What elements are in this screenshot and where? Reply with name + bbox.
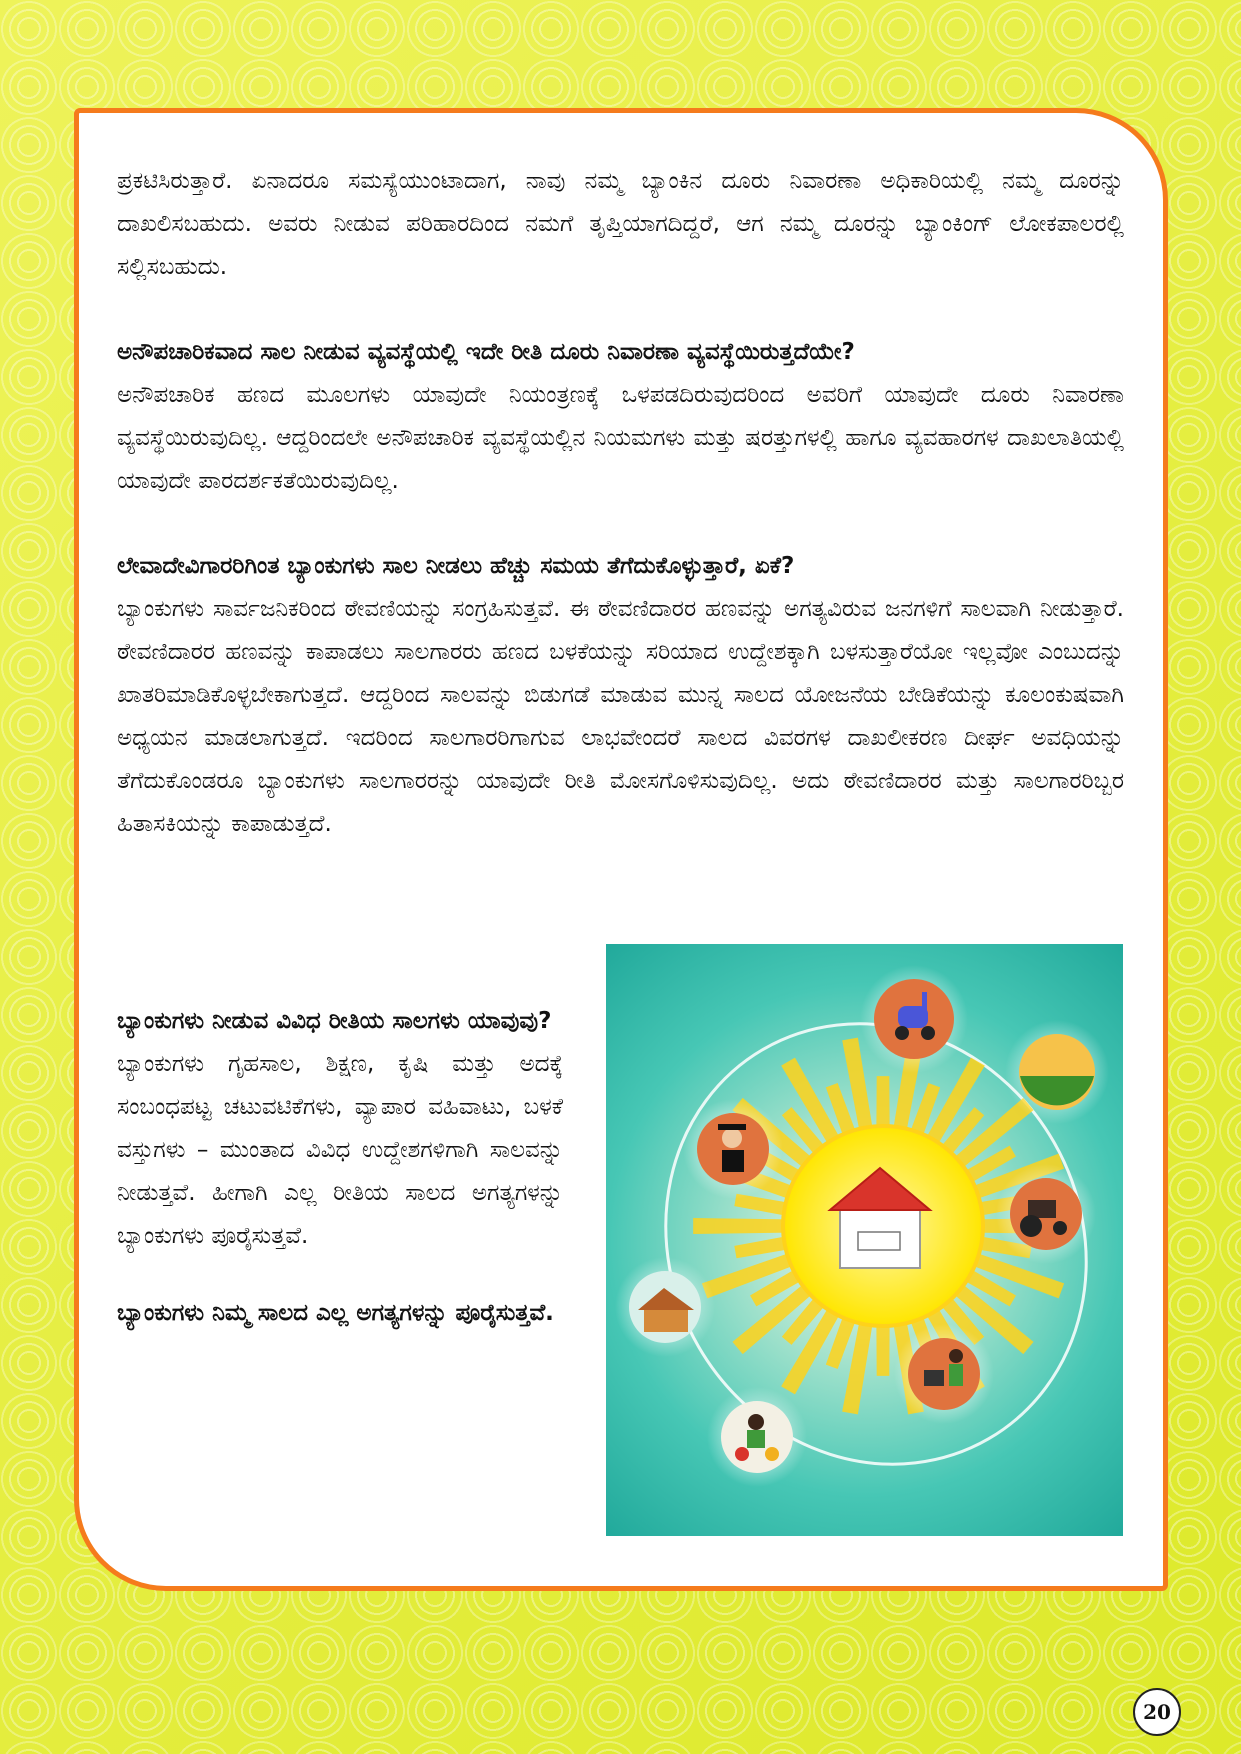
sun-ray <box>876 1076 889 1131</box>
small-business-item <box>707 1387 807 1487</box>
loan-types-illustration <box>606 944 1123 1536</box>
illustration-svg <box>606 944 1123 1536</box>
paragraph-informal: ಅನೌಪಚಾರಿಕ ಹಣದ ಮೂಲಗಳು ಯಾವುದೇ ನಿಯಂತ್ರಣಕ್ಕೆ ಒಳಪಡದಿರುವುದರಿಂದ ಅವರಿಗೆ ಯಾವುದೇ ದೂರು ನಿವಾರಣಾ ವ್ಯವಸ್ಥೆಯಿರುವುದಿಲ್ಲ. ಆದ್ದರಿಂದಲೇ ಅನೌಪಚಾರಿಕ ವ್ಯವಸ್ಥೆಯಲ್ಲಿನ ನಿಯಮಗಳು ಮತ್ತು ಷರತ್ತುಗಳಲ್ಲಿ ಹಾಗೂ ವ್ಯವಹಾರಗಳ ದಾಖಲಾತಿಯಲ್ಲಿ ಯಾವುದೇ ಪಾರದರ್ಶಕತೆಯಿರುವುದಿಲ್ಲ. <box>117 382 1124 494</box>
crop-item <box>1005 1020 1109 1124</box>
sun-ray <box>693 1218 788 1234</box>
heading-informal-grievance: ಅನೌಪಚಾರಿಕವಾದ ಸಾಲ ನೀಡುವ ವ್ಯವಸ್ಥೆಯಲ್ಲಿ ಇದೇ ರೀತಿ ದೂರು ನಿವಾರಣಾ ವ್ಯವಸ್ಥೆಯಿರುತ್ತದೆಯೇ? <box>117 339 855 365</box>
scooter-item <box>860 965 968 1073</box>
heading-bank-time: ಲೇವಾದೇವಿಗಾರರಿಗಿಂತ ಬ್ಯಾಂಕುಗಳು ಸಾಲ ನೀಡಲು ಹೆಚ್ಚು ಸಮಯ ತೆಗೆದುಕೊಳ್ಳುತ್ತಾರೆ, ಏಕೆ? <box>117 553 795 579</box>
paragraph-bank-time: ಬ್ಯಾಂಕುಗಳು ಸಾರ್ವಜನಿಕರಿಂದ ಠೇವಣಿಯನ್ನು ಸಂಗ್ರಹಿಸುತ್ತವೆ. ಈ ಠೇವಣಿದಾರರ ಹಣವನ್ನು ಅಗತ್ಯವಿರುವ ಜನಗಳಿಗೆ ಸಾಲವಾಗಿ ನೀಡುತ್ತಾರೆ. ಠೇವಣಿದಾರರ ಹಣವನ್ನು ಕಾಪಾಡಲು ಸಾಲಗಾರರು ಹಣದ ಬಳಕೆಯನ್ನು ಸರಿಯಾದ ಉದ್ದೇಶಕ್ಕಾಗಿ ಬಳಸುತ್ತಾರೆಯೋ ಇಲ್ಲವೋ ಎಂಬುದನ್ನು ಖಾತರಿಮಾಡಿಕೊಳ್ಳಬೇಕಾಗುತ್ತದೆ. ಆದ್ದರಿಂದ ಸಾಲವನ್ನು ಬಿಡುಗಡೆ ಮಾಡುವ ಮುನ್ನ ಸಾಲದ ಯೋಜನೆಯ ಬೇಡಿಕೆಯನ್ನು ಕೂಲಂಕುಷವಾಗಿ ಅಧ್ಯಯನ ಮಾಡಲಾಗುತ್ತದೆ. ಇದರಿಂದ ಸಾಲಗಾರರಿಗಾಗುವ ಲಾಭವೇಂದರೆ ಸಾಲದ ವಿವರಗಳ ದಾಖಲೀಕರಣ ದೀರ್ಘ ಅವಧಿಯನ್ನು ತೆಗೆದುಕೊಂಡರೂ ಬ್ಯಾಂಕುಗಳು ಸಾಲಗಾರರನ್ನು ಯಾವುದೇ ರೀತಿ ಮೋಸಗೊಳಿಸುವುದಿಲ್ಲ. ಅದು ಠೇವಣಿದಾರರ ಮತ್ತು ಸಾಲಗಾರರಿಬ್ಬರ ಹಿತಾಸಕಿಯನ್ನು ಕಾಪಾಡುತ್ತದೆ. <box>117 596 1124 837</box>
heading-loan-types: ಬ್ಯಾಂಕುಗಳು ನೀಡುವ ವಿವಿಧ ರೀತಿಯ ಸಾಲಗಳು ಯಾವುವು? <box>117 1008 552 1034</box>
tractor-item <box>996 1164 1096 1264</box>
closing-statement: ಬ್ಯಾಂಕುಗಳು ನಿಮ್ಮ ಸಾಲದ ಎಲ್ಲ ಅಗತ್ಯಗಳನ್ನು ಪೂರೈಸುತ್ತವೆ. <box>117 1300 554 1326</box>
page-number: 20 <box>1133 1688 1181 1736</box>
paragraph-complaint: ಪ್ರಕಟಿಸಿರುತ್ತಾರೆ. ಏನಾದರೂ ಸಮಸ್ಯೆಯುಂಟಾದಾಗ, ನಾವು ನಮ್ಮ ಬ್ಯಾಂಕಿನ ದೂರು ನಿವಾರಣಾ ಅಧಿಕಾರಿಯಲ್ಲಿ ನಮ್ಮ ದೂರನ್ನು ದಾಖಲಿಸಬಹುದು. ಅವರು ನೀಡುವ ಪರಿಹಾರದಿಂದ ನಮಗೆ ತೃಪ್ತಿಯಾಗದಿದ್ದರೆ, ಆಗ ನಮ್ಮ ದೂರನ್ನು ಬ್ಯಾಂಕಿಂಗ್ ಲೋಕಪಾಲರಲ್ಲಿ ಸಲ್ಲಿಸಬಹುದು. <box>117 168 1124 280</box>
cottage-item <box>894 1324 994 1424</box>
paragraph-loan-types: ಬ್ಯಾಂಕುಗಳು ಗೃಹಸಾಲ, ಶಿಕ್ಷಣ, ಕೃಷಿ ಮತ್ತು ಅದಕ್ಕೆ ಸಂಬಂಧಪಟ್ಟ ಚಟುವಟಿಕೆಗಳು, ವ್ಯಾಪಾರ ವಹಿವಾಟು, ಬಳಕೆ ವಸ್ತುಗಳು – ಮುಂತಾದ ವಿವಿಧ ಉದ್ದೇಶಗಳಿಗಾಗಿ ಸಾಲವನ್ನು ನೀಡುತ್ತವೆ. ಹೀಗಾಗಿ ಎಲ್ಲ ರೀತಿಯ ಸಾಲದ ಅಗತ್ಯಗಳನ್ನು ಬ್ಯಾಂಕುಗಳು ಪೂರೈಸುತ್ತವೆ. <box>117 1051 563 1249</box>
house-item <box>615 1257 715 1357</box>
loan-types-text <box>117 1000 563 1335</box>
main-text <box>117 160 1124 846</box>
education-item <box>683 1099 783 1199</box>
sun-ray <box>876 1321 889 1376</box>
